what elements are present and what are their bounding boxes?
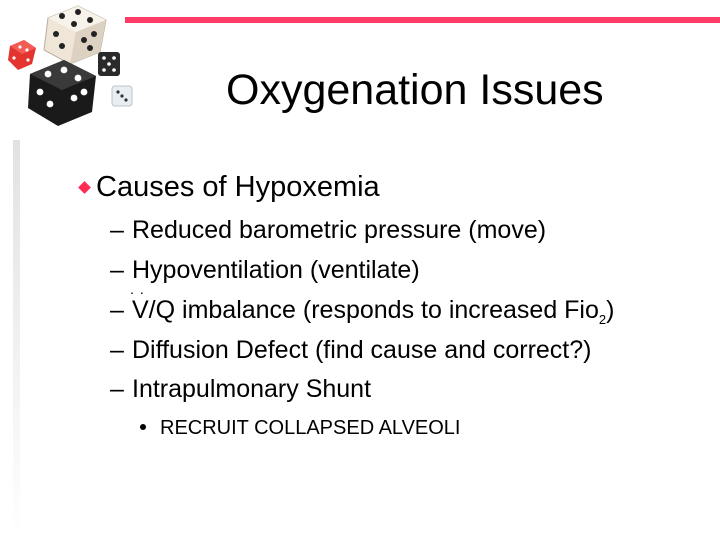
slide-title: Oxygenation Issues: [226, 66, 604, 114]
dash-bullet: –: [110, 375, 124, 403]
subscript: 2: [598, 312, 607, 327]
dash-bullet: –: [110, 256, 124, 284]
list-item-text: Hypoventilation (ventilate): [132, 256, 420, 284]
bullet-heading: Causes of Hypoxemia: [96, 171, 380, 203]
list-item-text: Diffusion Defect (find cause and correct?): [132, 336, 592, 364]
diamond-bullet-icon: [78, 181, 91, 194]
list-item: [110, 374, 371, 404]
heading-bullet: [96, 170, 380, 204]
list-item-text: V/Q imbalance (responds to increased Fio: [132, 296, 599, 324]
list-item: [110, 335, 592, 365]
dash-bullet: –: [110, 216, 124, 244]
list-item: [110, 215, 546, 245]
list-item-text: Intrapulmonary Shunt: [132, 375, 372, 403]
left-accent-rule: [13, 140, 20, 540]
list-item-text: Reduced barometric pressure (move): [132, 216, 547, 244]
dice-illustration: [0, 0, 140, 130]
dash-bullet: –: [110, 336, 124, 364]
list-item: [110, 295, 614, 325]
list-item: [110, 255, 420, 285]
vq-overdots: ..: [130, 281, 150, 297]
small-white-die-icon: [112, 86, 132, 106]
dash-bullet: –: [110, 296, 124, 324]
round-bullet-icon: [140, 424, 146, 430]
black-die-icon: [28, 60, 96, 126]
white-die-icon: [44, 6, 106, 64]
small-black-die-icon: [98, 52, 120, 76]
top-accent-rule: [125, 17, 720, 23]
sub-list-item: [140, 415, 460, 441]
red-die-icon: [8, 40, 36, 70]
sub-list-item-text: RECRUIT COLLAPSED ALVEOLI: [160, 417, 461, 439]
closing-paren: ): [606, 296, 615, 324]
